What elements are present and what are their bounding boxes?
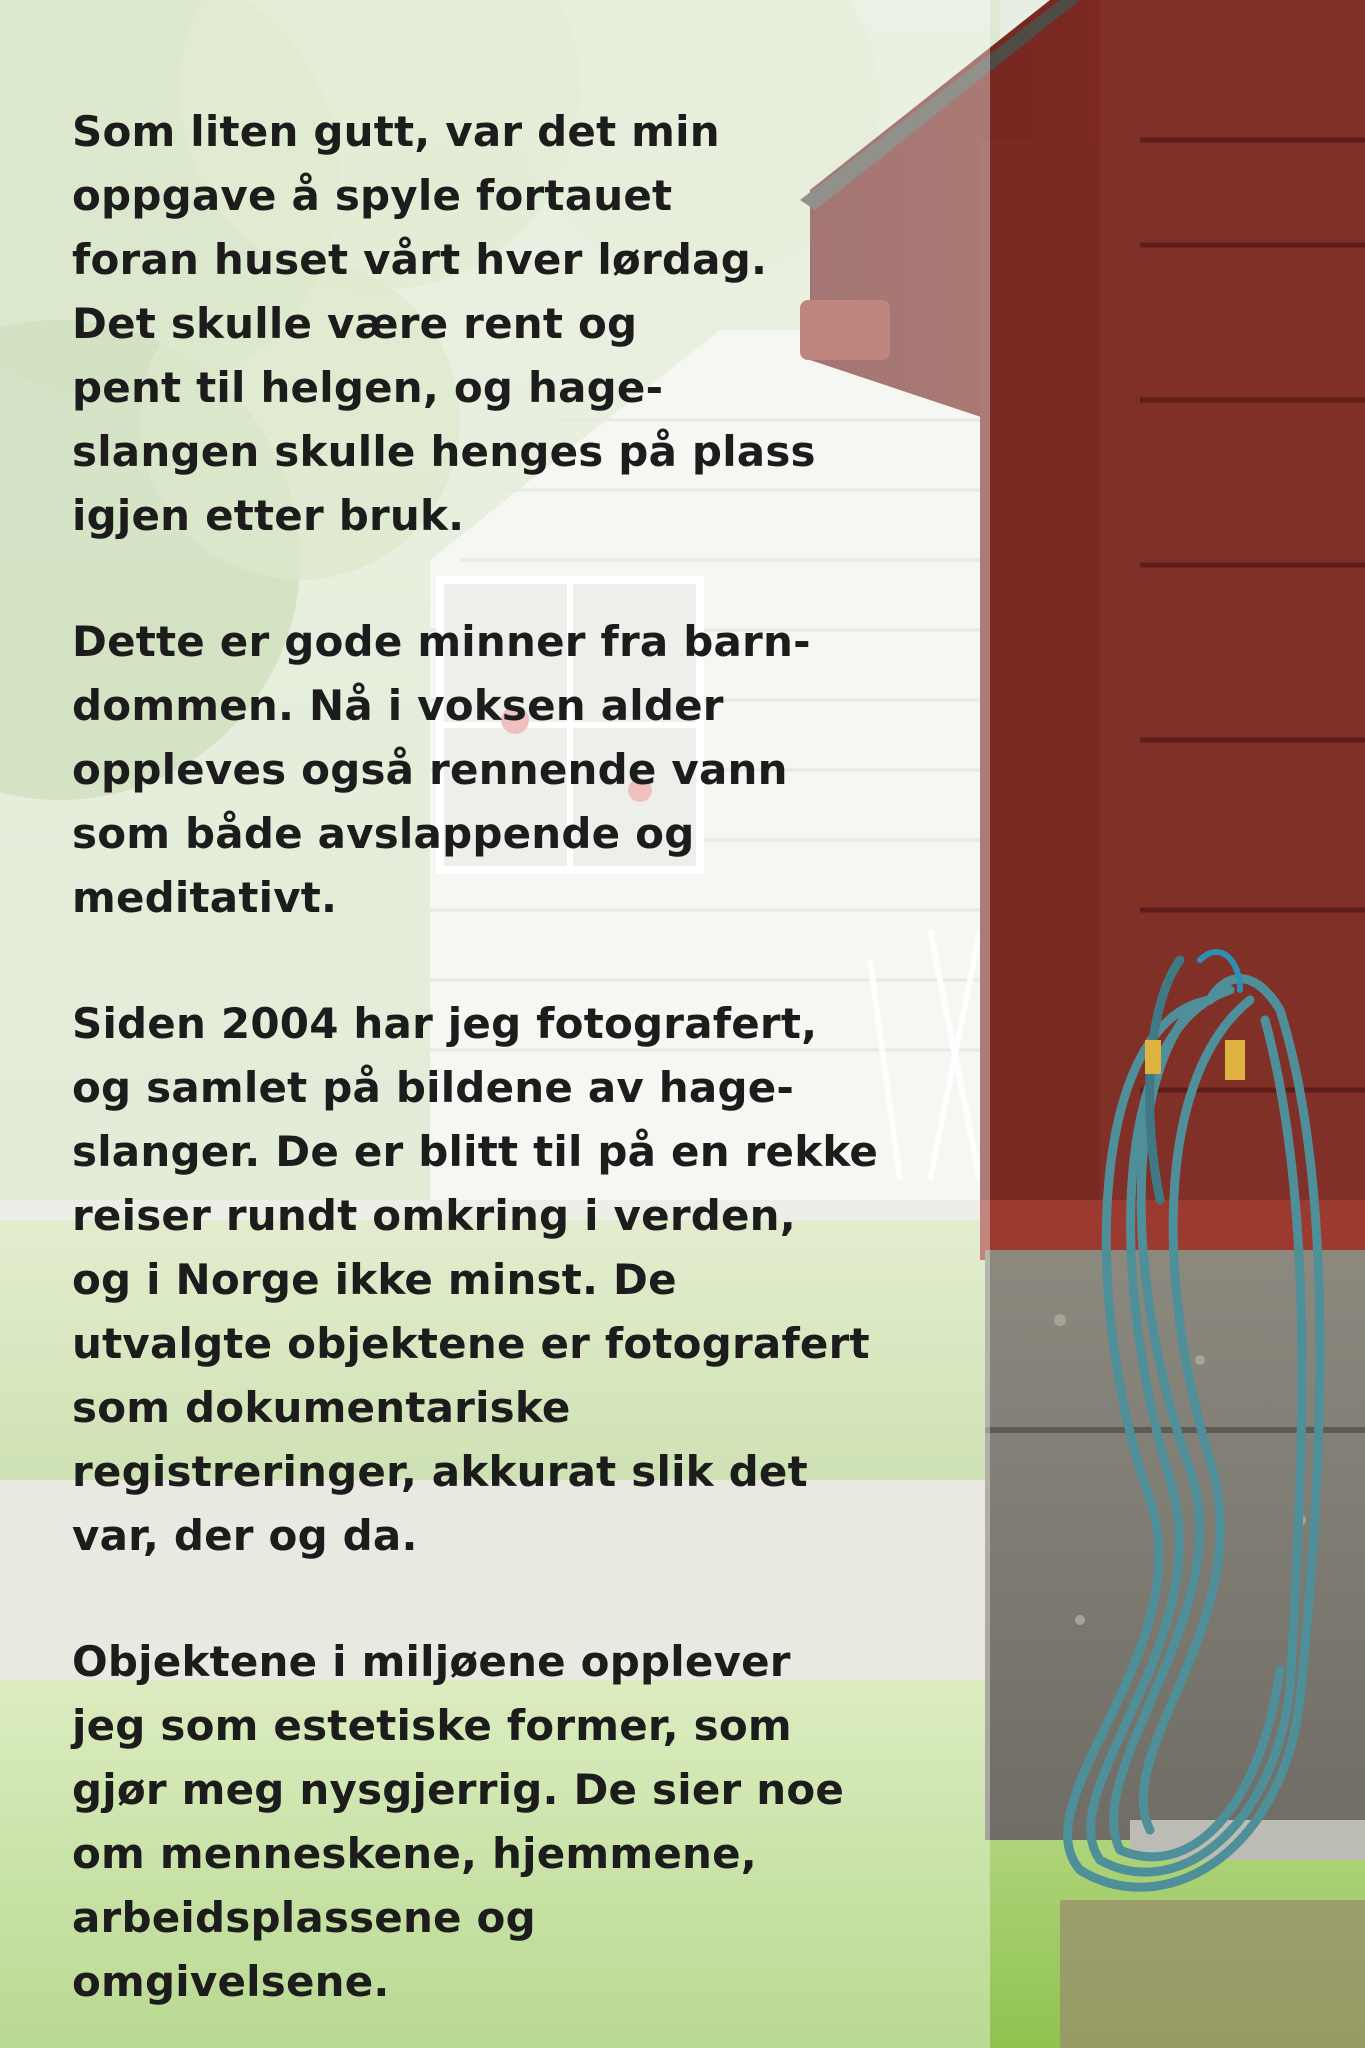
text-line: om menneskene, hjemmene,: [72, 1829, 757, 1878]
text-line: omgivelsene.: [72, 1957, 390, 2006]
paragraph-2: [72, 610, 972, 930]
text-line: Objektene i miljøene opplever: [72, 1637, 791, 1686]
paragraph-4: [72, 1630, 972, 2014]
text-line: Dette er gode minner fra barn-: [72, 617, 811, 666]
text-line: jeg som estetiske former, som: [72, 1701, 792, 1750]
text-line: reiser rundt omkring i verden,: [72, 1191, 796, 1240]
text-line: foran huset vårt hver lørdag.: [72, 235, 768, 284]
text-line: Som liten gutt, var det min: [72, 107, 720, 156]
text-line: meditativt.: [72, 873, 338, 922]
text-line: og i Norge ikke minst. De: [72, 1255, 677, 1304]
paragraph-3: [72, 992, 972, 1568]
text-line: dommen. Nå i voksen alder: [72, 681, 724, 730]
text-line: som dokumentariske: [72, 1383, 571, 1432]
text-line: var, der og da.: [72, 1511, 418, 1560]
text-line: oppleves også rennende vann: [72, 745, 788, 794]
text-line: slangen skulle henges på plass: [72, 427, 816, 476]
text-line: arbeidsplassene og: [72, 1893, 536, 1942]
text-line: og samlet på bildene av hage-: [72, 1063, 795, 1112]
text-line: Siden 2004 har jeg fotografert,: [72, 999, 818, 1048]
text-line: oppgave å spyle fortauet: [72, 171, 673, 220]
text-line: gjør meg nysgjerrig. De sier noe: [72, 1765, 845, 1814]
text-line: igjen etter bruk.: [72, 491, 465, 540]
text-line: slanger. De er blitt til på en rekke: [72, 1127, 879, 1176]
text-line: registreringer, akkurat slik det: [72, 1447, 808, 1496]
text-line: Det skulle være rent og: [72, 299, 638, 348]
text-line: som både avslappende og: [72, 809, 695, 858]
body-text: [72, 100, 972, 2014]
paragraph-1: [72, 100, 972, 548]
text-line: pent til helgen, og hage-: [72, 363, 664, 412]
text-line: utvalgte objektene er fotografert: [72, 1319, 870, 1368]
